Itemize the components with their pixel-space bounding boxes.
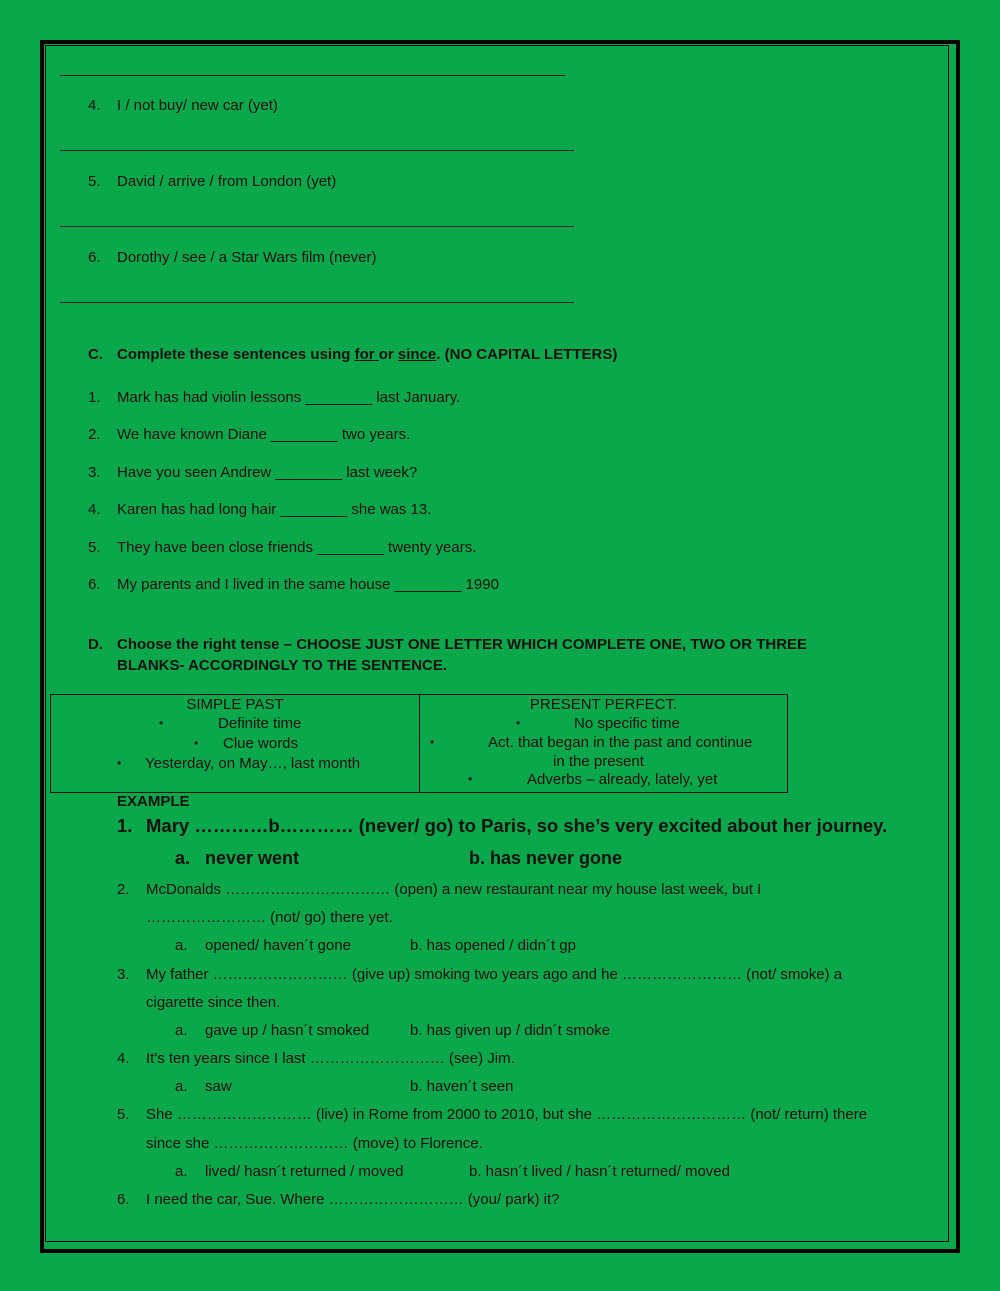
question-number: 6. [117,1191,130,1208]
item-number: 3. [88,464,101,481]
bullet-icon: • [430,735,435,749]
table-bullet-text: Adverbs – already, lately, yet [527,771,718,788]
example-option-letter: a. [175,848,191,868]
item-number: 6. [88,576,101,593]
example-label: EXAMPLE [117,793,190,810]
exercise-prompt: Dorothy / see / a Star Wars film (never) [117,249,377,266]
bullet-icon: • [159,716,164,730]
bullet-icon: • [194,736,199,750]
table-bullet-text: Clue words [223,735,299,752]
fill-in-sentence: Have you seen Andrew ________ last week? [117,464,418,481]
item-number: 4. [88,501,101,518]
heading-text: . (NO CAPITAL LETTERS) [436,346,618,363]
table-bullet-text: No specific time [574,715,680,732]
question-text-line2: cigarette since then. [146,994,281,1011]
present-perfect-title: PRESENT PERFECT. [529,696,678,713]
answer-line[interactable] [60,75,565,76]
answer-line[interactable] [60,150,574,151]
option-b[interactable]: b. hasn´t lived / hasn´t returned/ moved [469,1163,730,1180]
question-text: She ……………………… (live) in Rome from 2000 to 2010, but she ………………………… (not/ return) there [146,1106,868,1123]
bullet-icon: • [468,772,473,786]
table-bullet-text: Definite time [218,715,302,732]
option-b[interactable]: b. haven´t seen [410,1078,514,1095]
item-number: 2. [88,426,101,443]
question-text: I need the car, Sue. Where ……………………… (you/ park) it? [146,1191,560,1208]
answer-line[interactable] [60,302,574,303]
fill-in-sentence: Mark has had violin lessons ________ last January. [117,389,461,406]
table-bullet-text: in the present [553,753,644,770]
option-a[interactable]: saw [205,1078,232,1095]
option-b[interactable]: b. has given up / didn´t smoke [410,1022,611,1039]
example-option-b: b. has never gone [469,848,623,868]
table-bullet-text: Act. that began in the past and continue [488,734,753,751]
table-bullet-text: Yesterday, on May…, last month [145,755,361,772]
tense-comparison-table [50,694,788,793]
question-number: 2. [117,881,130,898]
heading-text: Complete these sentences using [117,346,355,363]
option-letter: a. [175,1078,188,1095]
item-number: 5. [88,539,101,556]
option-letter: a. [175,937,188,954]
bullet-icon: • [117,756,122,770]
question-text-line2: …………………… (not/ go) there yet. [146,909,393,926]
option-letter: a. [175,1163,188,1180]
exercise-prompt: I / not buy/ new car (yet) [117,97,278,114]
option-a[interactable]: opened/ haven´t gone [205,937,351,954]
question-text-line2: since she ……………………… (move) to Florence. [146,1135,483,1152]
section-heading-line2: BLANKS- ACCORDINGLY TO THE SENTENCE. [117,657,448,674]
question-number: 4. [117,1050,130,1067]
section-letter: D. [88,636,103,653]
answer-line[interactable] [60,226,574,227]
item-number: 5. [88,173,101,190]
example-number: 1. [117,815,133,836]
section-letter: C. [88,346,103,363]
option-a[interactable]: gave up / hasn´t smoked [205,1022,370,1039]
question-number: 5. [117,1106,130,1123]
simple-past-title: SIMPLE PAST [186,696,284,713]
section-heading [117,346,617,363]
option-a[interactable]: lived/ hasn´t returned / moved [205,1163,404,1180]
bullet-icon: • [516,716,521,730]
heading-text: or [378,346,398,363]
question-text: My father ……………………… (give up) smoking two years ago and he …………………… (not/ smoke) a [146,966,843,983]
option-b[interactable]: b. has opened / didn´t gp [410,937,576,954]
example-sentence: Mary …………b………… (never/ go) to Paris, so she’s very excited about her journey. [146,815,888,836]
fill-in-sentence: They have been close friends ________ twenty years. [117,539,477,556]
heading-since: since [397,346,437,363]
item-number: 4. [88,97,101,114]
section-heading: Choose the right tense – CHOOSE JUST ONE LETTER WHICH COMPLETE ONE, TWO OR THREE [117,636,808,653]
question-number: 3. [117,966,130,983]
example-option-a: never went [205,848,300,868]
item-number: 6. [88,249,101,266]
exercise-prompt: David / arrive / from London (yet) [117,173,337,190]
fill-in-sentence: We have known Diane ________ two years. [117,426,411,443]
option-letter: a. [175,1022,188,1039]
fill-in-sentence: My parents and I lived in the same house ________ 1990 [117,576,499,593]
fill-in-sentence: Karen has had long hair ________ she was 13. [117,501,432,518]
question-text: It's ten years since I last ……………………… (see) Jim. [146,1050,515,1067]
item-number: 1. [88,389,101,406]
question-text: McDonalds …………………………… (open) a new restaurant near my house last week, but I [146,881,762,898]
heading-for: for [354,346,379,363]
